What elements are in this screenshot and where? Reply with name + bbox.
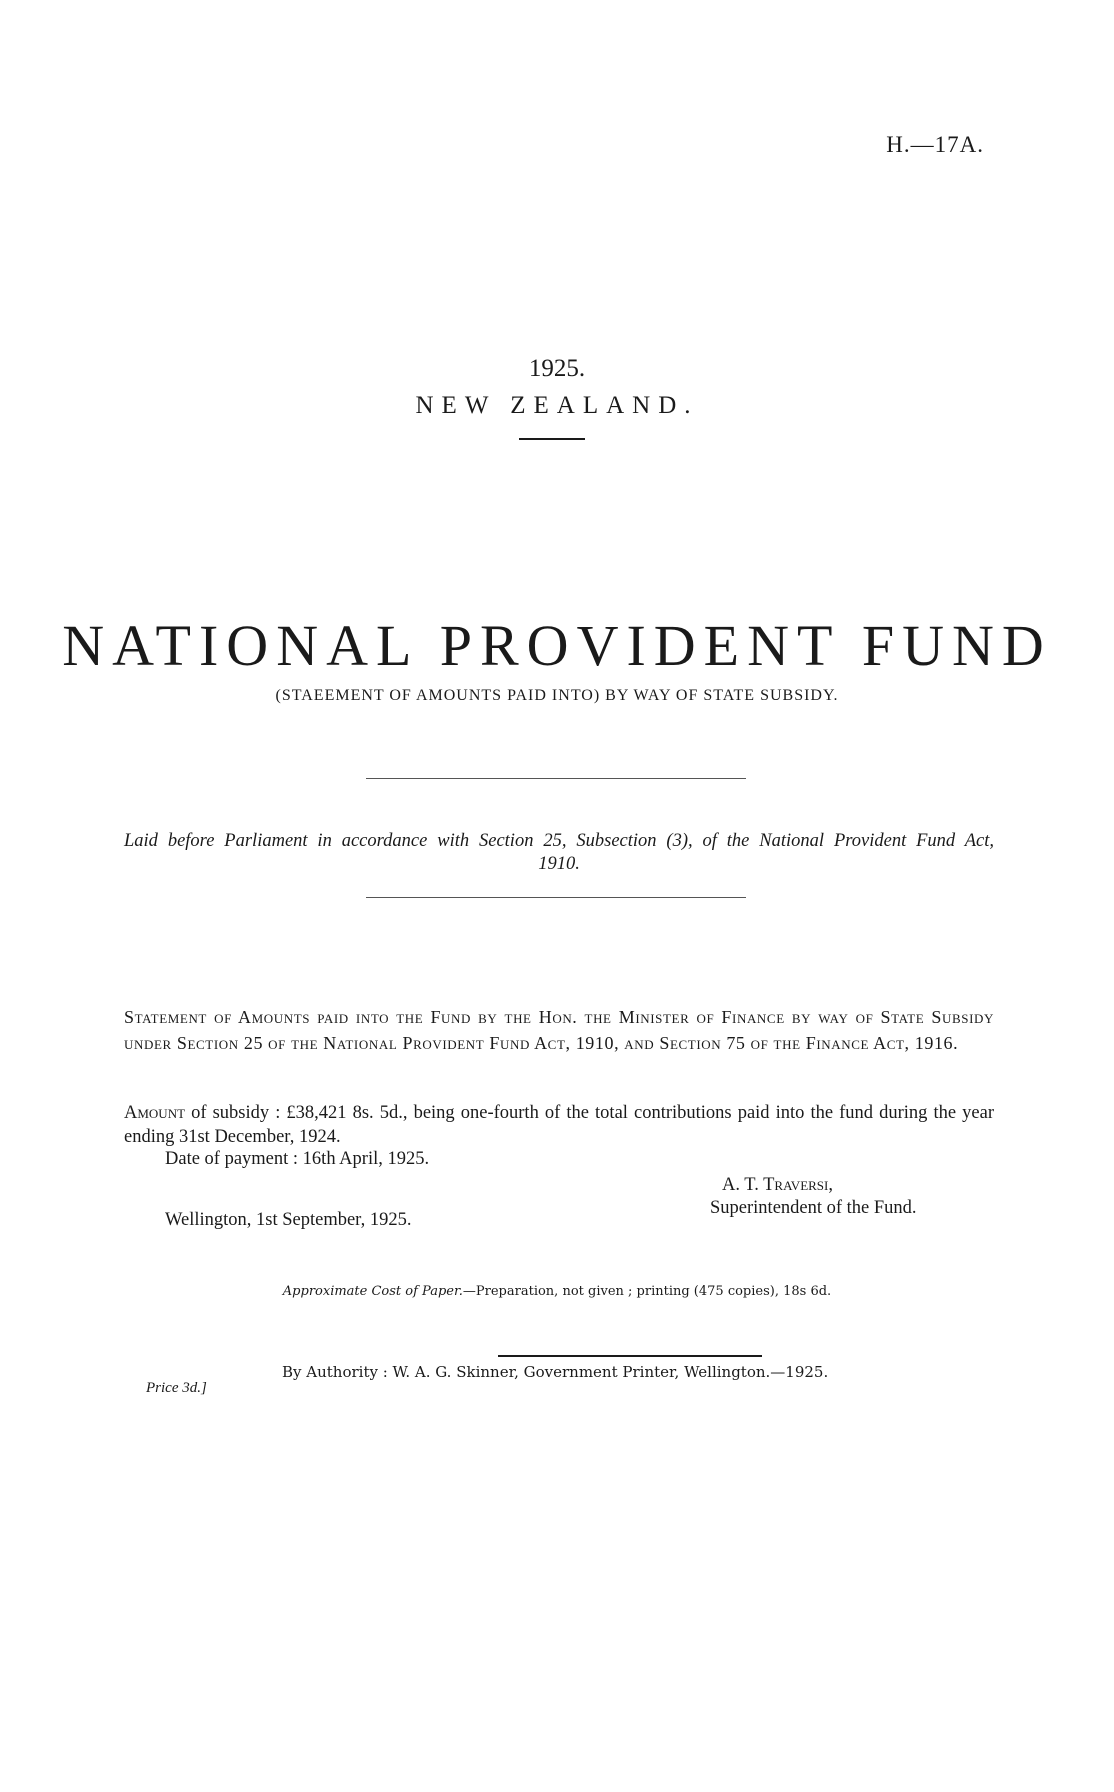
printer-imprint: By Authority : W. A. G. Skinner, Government Printer, Wellington.—1925. (282, 1363, 829, 1381)
cost-note-lead: Approximate Cost of Paper. (282, 1284, 463, 1299)
amount-lead: Amount (124, 1103, 186, 1123)
amount-text: of subsidy : £38,421 8s. 5d., being one-fourth of the total contributions paid into the fund during the year ending 31st December, 1924. (124, 1103, 994, 1147)
signature-block (710, 1174, 917, 1220)
statement-text: Statement of Amounts paid into the Fund by the Hon. the Minister of Finance by way of State Subsidy under Section 25 of the National Provident Fund Act, 1910, and Section 75 of the Finance Act, 1916. (124, 1007, 994, 1053)
document-title: NATIONAL PROVIDENT FUND (62, 613, 1052, 678)
paper-code (886, 132, 984, 158)
country-heading: NEW ZEALAND. (415, 392, 699, 419)
laid-before-note: Laid before Parliament in accordance with Section 25, Subsection (3), of the National Provident Fund Act, 1910. (124, 831, 994, 874)
year-heading: 1925. (528, 355, 586, 382)
amount-paragraph (124, 1101, 994, 1149)
paper-code-main: H.—17 (886, 132, 960, 157)
statement-heading (124, 1004, 994, 1056)
paper-code-suffix: A. (959, 132, 984, 157)
document-subtitle: (STAEEMENT OF AMOUNTS PAID INTO) BY WAY OF STATE SUBSIDY. (275, 687, 839, 704)
printer-divider (498, 1355, 762, 1357)
heading-divider (519, 438, 585, 440)
signatory-name: A. T. Traversi, (722, 1175, 833, 1195)
bottom-divider (366, 897, 746, 898)
cost-note (0, 1284, 1114, 1299)
cost-note-text: —Preparation, not given ; printing (475 copies), 18s 6d. (462, 1284, 832, 1299)
place-and-date: Wellington, 1st September, 1925. (165, 1210, 412, 1230)
date-of-payment: Date of payment : 16th April, 1925. (165, 1149, 430, 1169)
top-divider (366, 778, 746, 779)
price-label: Price 3d.] (146, 1380, 207, 1396)
signatory-title: Superintendent of the Fund. (710, 1198, 917, 1218)
